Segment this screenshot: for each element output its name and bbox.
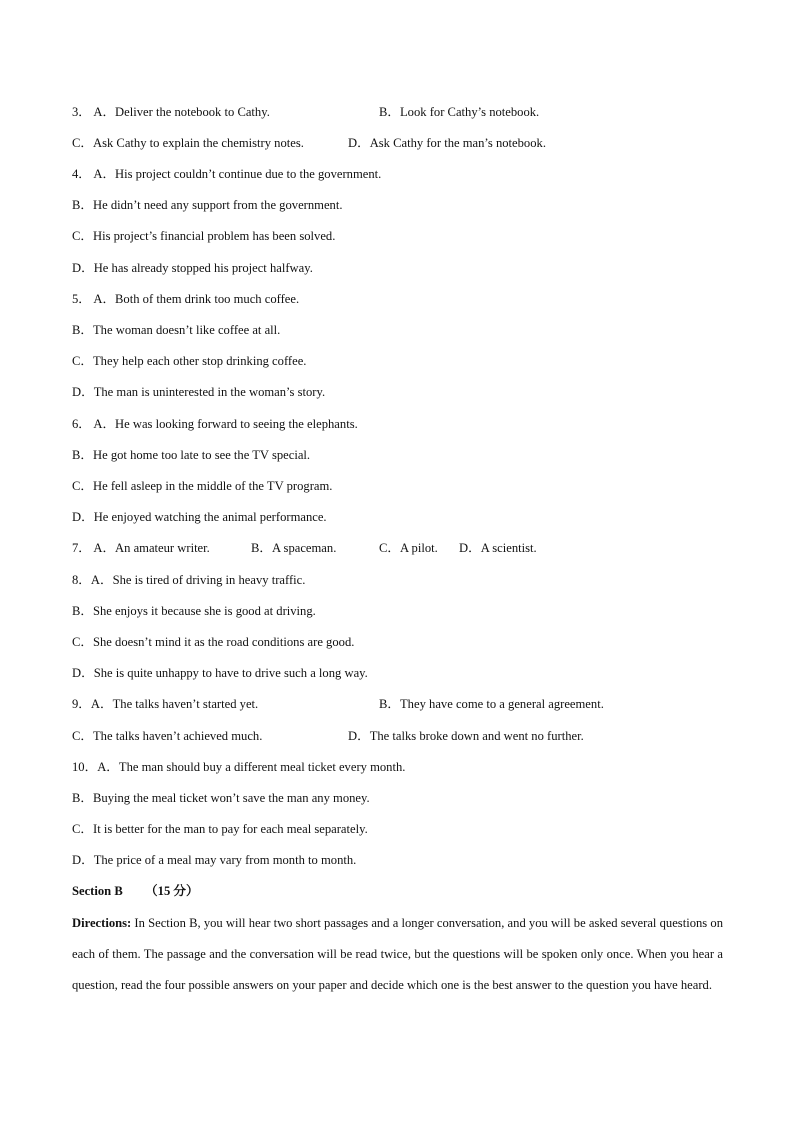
q5-option-c: C．They help each other stop drinking coffee. [72, 354, 307, 368]
q4-option-a: 4． A．His project couldn’t continue due to the government. [72, 167, 382, 181]
q6-option-d: D．He enjoyed watching the animal performance. [72, 510, 327, 524]
q6-option-a: 6． A．He was looking forward to seeing the elephants. [72, 417, 358, 431]
q6-option-c: C．He fell asleep in the middle of the TV program. [72, 479, 333, 493]
directions-text: In Section B, you will hear two short passages and a longer conversation, and you will be asked several questions on each of them. The passage and the conversation will be read twice, but the questions will be spoken only once. When you hear a question, read the four possible answers on your paper and decide which one is the best answer to the question you have heard. [72, 916, 723, 992]
q8-option-d: D．She is quite unhappy to have to drive such a long way. [72, 666, 368, 680]
q4-option-c: C．His project’s financial problem has been solved. [72, 229, 336, 243]
q8-option-c: C．She doesn’t mind it as the road conditions are good. [72, 635, 355, 649]
q10-option-c: C．It is better for the man to pay for each meal separately. [72, 822, 368, 836]
q7-option-d: D．A scientist. [459, 541, 537, 555]
q3-option-a: 3． A．Deliver the notebook to Cathy. [72, 105, 270, 119]
q8-option-b: B．She enjoys it because she is good at driving. [72, 604, 316, 618]
q3-option-c: C．Ask Cathy to explain the chemistry notes. [72, 136, 304, 150]
q3-option-d: D．Ask Cathy for the man’s notebook. [348, 136, 546, 150]
q10-option-a: 10．A．The man should buy a different meal ticket every month. [72, 760, 406, 774]
q8-option-a: 8．A．She is tired of driving in heavy traffic. [72, 573, 306, 587]
q3-option-b: B．Look for Cathy’s notebook. [379, 105, 540, 119]
q5-option-a: 5． A．Both of them drink too much coffee. [72, 292, 300, 306]
section-b-heading [72, 883, 199, 899]
q6-option-b: B．He got home too late to see the TV special. [72, 448, 311, 462]
q7-option-b: B．A spaceman. [251, 541, 337, 555]
q7-option-c: C．A pilot. [379, 541, 438, 555]
q4-option-b: B．He didn’t need any support from the government. [72, 198, 343, 212]
directions-label: Directions: [72, 916, 132, 930]
q9-option-c: C．The talks haven’t achieved much. [72, 729, 263, 743]
q9-option-b: B．They have come to a general agreement. [379, 697, 604, 711]
q5-option-d: D．The man is uninterested in the woman’s story. [72, 385, 326, 399]
section-b-points: （15 分） [145, 884, 199, 898]
q9-option-d: D．The talks broke down and went no further. [348, 729, 584, 743]
q10-option-d: D．The price of a meal may vary from month to month. [72, 853, 357, 867]
q4-option-d: D．He has already stopped his project halfway. [72, 261, 313, 275]
q10-option-b: B．Buying the meal ticket won’t save the man any money. [72, 791, 370, 805]
q7-option-a: 7． A．An amateur writer. [72, 541, 210, 555]
section-b-directions [72, 908, 723, 1001]
q9-option-a: 9．A．The talks haven’t started yet. [72, 697, 259, 711]
section-b-title: Section B [72, 884, 123, 898]
q5-option-b: B．The woman doesn’t like coffee at all. [72, 323, 281, 337]
